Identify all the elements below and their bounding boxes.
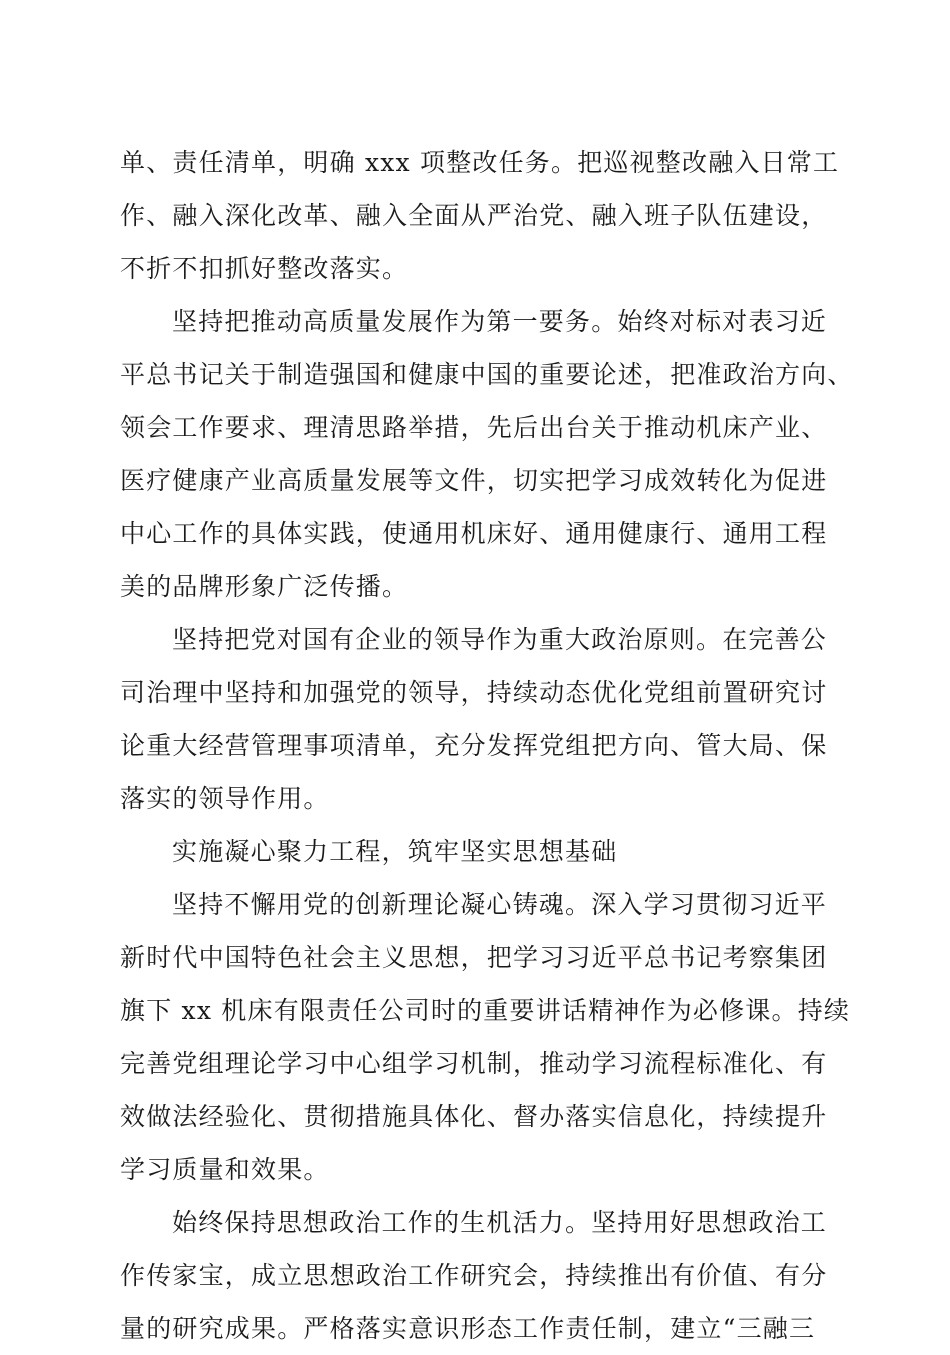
paragraph-theory-study: [120, 878, 851, 1196]
text-line: 坚持把推动高质量发展作为第一要务。始终对标对表习近: [172, 307, 828, 336]
text-line: 不折不扣抓好整改落实。: [120, 254, 409, 283]
paragraph-high-quality-development: [120, 295, 854, 613]
text-line: 中心工作的具体实践，使通用机床好、通用健康行、通用工程: [120, 519, 828, 548]
text-line: 医疗健康产业高质量发展等文件，切实把学习成效转化为促进: [120, 466, 828, 495]
section-heading-text: 实施凝心聚力工程，筑牢坚实思想基础: [172, 837, 618, 866]
document-body: [120, 136, 854, 1355]
text-line: 论重大经营管理事项清单，充分发挥党组把方向、管大局、保: [120, 731, 828, 760]
text-line: 效做法经验化、贯彻措施具体化、督办落实信息化，持续提升: [120, 1102, 828, 1131]
text-line: 美的品牌形象广泛传播。: [120, 572, 409, 601]
section-heading: [120, 825, 832, 878]
text-line: 作、融入深化改革、融入全面从严治党、融入班子队伍建设，: [120, 201, 828, 230]
text-line: 单、责任清单，明确 xxx 项整改任务。把巡视整改融入日常工: [120, 148, 840, 177]
text-line: 领会工作要求、理清思路举措，先后出台关于推动机床产业、: [120, 413, 828, 442]
text-line: 作传家宝，成立思想政治工作研究会，持续推出有价值、有分: [120, 1261, 828, 1290]
text-line: 学习质量和效果。: [120, 1155, 330, 1184]
text-line: 新时代中国特色社会主义思想，把学习习近平总书记考察集团: [120, 943, 828, 972]
paragraph-rectification: [120, 136, 840, 295]
text-line: 司治理中坚持和加强党的领导，持续动态优化党组前置研究讨: [120, 678, 828, 707]
paragraph-party-leadership: [120, 613, 832, 825]
text-line: 完善党组理论学习中心组学习机制，推动学习流程标准化、有: [120, 1049, 828, 1078]
text-line: 落实的领导作用。: [120, 784, 330, 813]
text-line: 始终保持思想政治工作的生机活力。坚持用好思想政治工: [172, 1208, 828, 1237]
text-line: 量的研究成果。严格落实意识形态工作责任制，建立“三融三: [120, 1314, 816, 1343]
text-line: 坚持不懈用党的创新理论凝心铸魂。深入学习贯彻习近平: [172, 890, 828, 919]
text-line: 坚持把党对国有企业的领导作为重大政治原则。在完善公: [172, 625, 828, 654]
paragraph-ideological-work: [120, 1196, 832, 1355]
text-line: 平总书记关于制造强国和健康中国的重要论述，把准政治方向、: [120, 360, 854, 389]
text-line: 旗下 xx 机床有限责任公司时的重要讲话精神作为必修课。持续: [120, 996, 851, 1025]
